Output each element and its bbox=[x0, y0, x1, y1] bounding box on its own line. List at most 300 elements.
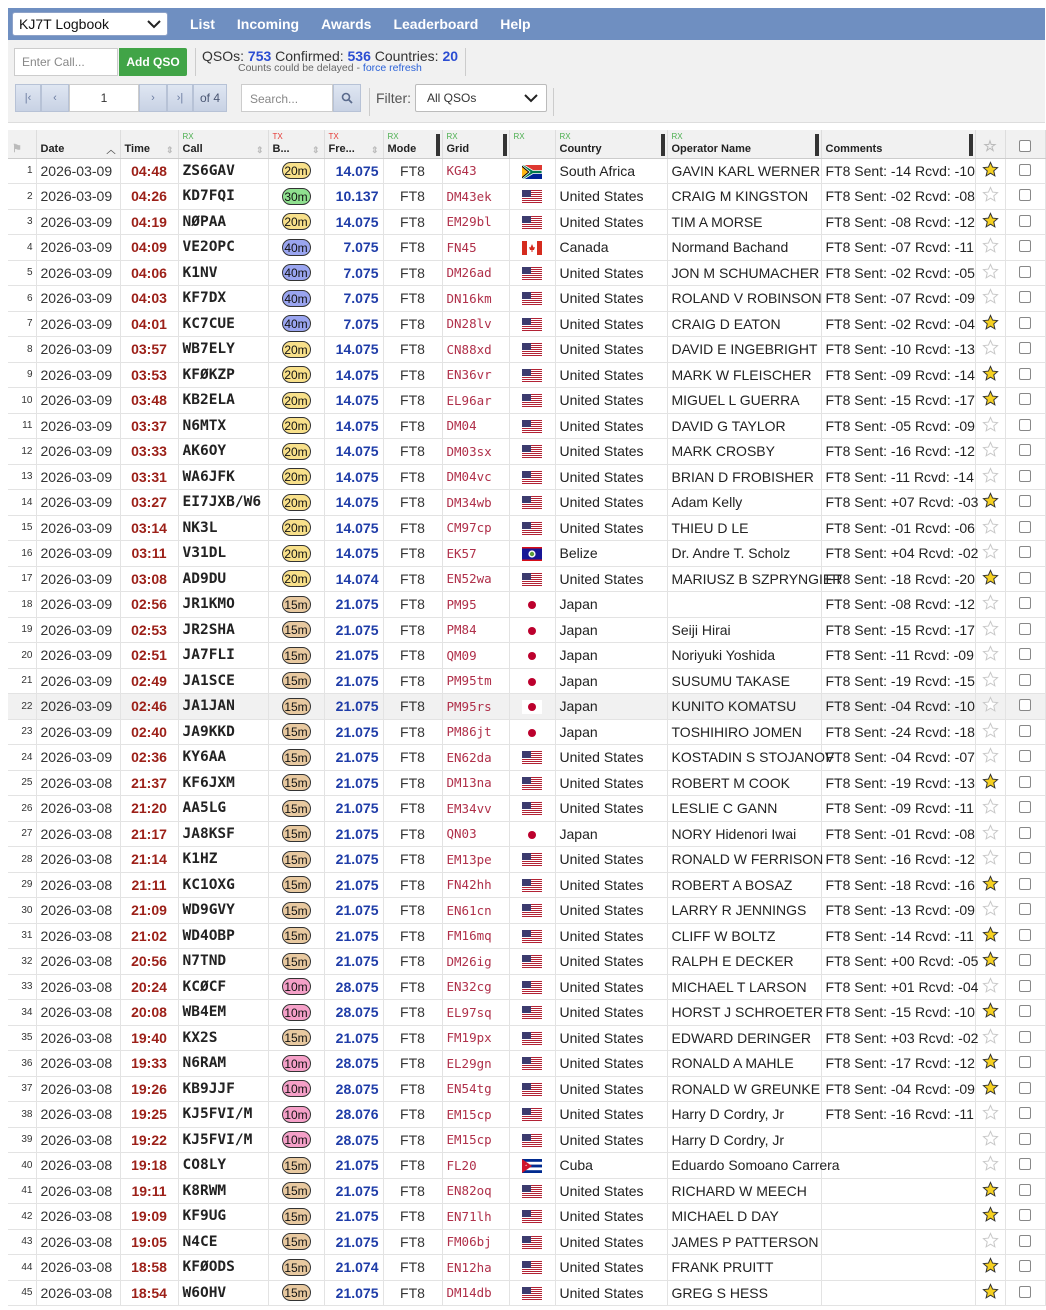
star-filled-icon[interactable] bbox=[982, 161, 999, 178]
star-empty-icon[interactable] bbox=[982, 1130, 999, 1147]
star-filled-icon[interactable] bbox=[982, 1206, 999, 1223]
callsign[interactable]: V31DL bbox=[178, 541, 268, 567]
band-badge: 15m bbox=[282, 1029, 311, 1046]
column-resize-handle[interactable] bbox=[503, 134, 507, 156]
callsign[interactable]: KJ5FVI/M bbox=[178, 1102, 268, 1128]
table-row[interactable] bbox=[8, 617, 1045, 643]
star-cell[interactable] bbox=[975, 1178, 1005, 1204]
table-row[interactable] bbox=[8, 643, 1045, 669]
select-cell bbox=[1005, 209, 1045, 235]
row-checkbox[interactable] bbox=[1019, 1082, 1031, 1094]
star-cell[interactable] bbox=[975, 1000, 1005, 1026]
table-row[interactable] bbox=[8, 1229, 1045, 1255]
star-filled-icon[interactable] bbox=[982, 1283, 999, 1300]
star-empty-icon[interactable] bbox=[982, 263, 999, 280]
star-cell[interactable] bbox=[975, 388, 1005, 414]
callsign[interactable]: N6MTX bbox=[178, 413, 268, 439]
col-date[interactable]: Date ︿ bbox=[36, 130, 120, 158]
star-empty-icon[interactable] bbox=[982, 186, 999, 203]
table-row[interactable] bbox=[8, 796, 1045, 822]
star-cell[interactable] bbox=[975, 260, 1005, 286]
star-filled-icon[interactable] bbox=[982, 1257, 999, 1274]
callsign[interactable]: KCØCF bbox=[178, 974, 268, 1000]
star-cell[interactable] bbox=[975, 668, 1005, 694]
callsign[interactable]: WB4EM bbox=[178, 1000, 268, 1026]
callsign[interactable]: JA1SCE bbox=[178, 668, 268, 694]
prev-page-button[interactable] bbox=[41, 84, 69, 112]
operator-name: DAVID E INGEBRIGHT bbox=[667, 337, 821, 363]
star-filled-icon[interactable] bbox=[982, 951, 999, 968]
table-row[interactable] bbox=[8, 872, 1045, 898]
star-empty-icon[interactable] bbox=[982, 977, 999, 994]
qso-time: 19:18 bbox=[120, 1153, 178, 1179]
row-checkbox[interactable] bbox=[1019, 495, 1031, 507]
callsign[interactable]: KF7DX bbox=[178, 286, 268, 312]
table-row[interactable] bbox=[8, 592, 1045, 618]
col-flag[interactable]: RX bbox=[509, 130, 555, 158]
row-checkbox[interactable] bbox=[1019, 750, 1031, 762]
star-cell[interactable] bbox=[975, 209, 1005, 235]
select-cell bbox=[1005, 1178, 1045, 1204]
table-row[interactable] bbox=[8, 413, 1045, 439]
star-cell[interactable] bbox=[975, 566, 1005, 592]
select-all-checkbox[interactable] bbox=[1019, 140, 1031, 152]
star-filled-icon[interactable] bbox=[982, 1079, 999, 1096]
star-cell[interactable] bbox=[975, 541, 1005, 567]
row-checkbox[interactable] bbox=[1019, 368, 1031, 380]
grid-square: FM16mq bbox=[442, 923, 509, 949]
flag-za-icon bbox=[522, 165, 542, 179]
confirmed-label: Confirmed: bbox=[275, 48, 344, 64]
comments: FT8 Sent: -02 Rcvd: -05 bbox=[821, 260, 975, 286]
row-checkbox[interactable] bbox=[1019, 546, 1031, 558]
filter-select[interactable] bbox=[415, 84, 547, 112]
column-resize-handle[interactable] bbox=[815, 134, 819, 156]
star-filled-icon[interactable] bbox=[982, 212, 999, 229]
callsign[interactable]: N6RAM bbox=[178, 1051, 268, 1077]
star-empty-icon[interactable] bbox=[982, 671, 999, 688]
row-checkbox[interactable] bbox=[1019, 1107, 1031, 1119]
col-star[interactable] bbox=[975, 130, 1005, 158]
callsign[interactable]: WB7ELY bbox=[178, 337, 268, 363]
page-input[interactable]: 1 bbox=[69, 84, 139, 112]
row-checkbox[interactable] bbox=[1019, 623, 1031, 635]
col-band[interactable]: TX B... ⇕ bbox=[268, 130, 324, 158]
callsign[interactable]: KFØODS bbox=[178, 1255, 268, 1281]
col-freq[interactable]: TX Fre... ⇕ bbox=[324, 130, 383, 158]
table-row[interactable] bbox=[8, 362, 1045, 388]
table-row[interactable] bbox=[8, 286, 1045, 312]
frequency: 21.075 bbox=[324, 1204, 383, 1230]
star-filled-icon[interactable] bbox=[982, 365, 999, 382]
callsign[interactable]: KC1OXG bbox=[178, 872, 268, 898]
star-empty-icon[interactable] bbox=[982, 798, 999, 815]
col-select[interactable] bbox=[1005, 130, 1045, 158]
star-cell[interactable] bbox=[975, 515, 1005, 541]
row-checkbox[interactable] bbox=[1019, 725, 1031, 737]
row-checkbox[interactable] bbox=[1019, 1286, 1031, 1298]
table-row[interactable] bbox=[8, 566, 1045, 592]
col-mode[interactable]: RX Mode bbox=[383, 130, 442, 158]
table-row[interactable] bbox=[8, 821, 1045, 847]
col-call[interactable]: RX Call ⇕ bbox=[178, 130, 268, 158]
row-checkbox[interactable] bbox=[1019, 674, 1031, 686]
row-checkbox[interactable] bbox=[1019, 444, 1031, 456]
qso-date: 2026-03-08 bbox=[36, 770, 120, 796]
star-empty-icon[interactable] bbox=[982, 1232, 999, 1249]
callsign[interactable]: VE2OPC bbox=[178, 235, 268, 261]
row-checkbox[interactable] bbox=[1019, 164, 1031, 176]
star-empty-icon[interactable] bbox=[982, 518, 999, 535]
row-checkbox[interactable] bbox=[1019, 291, 1031, 303]
nav-help[interactable]: Help bbox=[500, 16, 531, 32]
star-empty-icon[interactable] bbox=[982, 288, 999, 305]
callsign[interactable]: JA9KKD bbox=[178, 719, 268, 745]
row-checkbox[interactable] bbox=[1019, 1133, 1031, 1145]
row-checkbox[interactable] bbox=[1019, 240, 1031, 252]
table-row[interactable] bbox=[8, 694, 1045, 720]
star-cell[interactable] bbox=[975, 872, 1005, 898]
star-cell[interactable] bbox=[975, 745, 1005, 771]
star-cell[interactable] bbox=[975, 1255, 1005, 1281]
callsign[interactable]: K1NV bbox=[178, 260, 268, 286]
flag-cell bbox=[509, 821, 555, 847]
band-cell bbox=[268, 745, 324, 771]
table-row[interactable] bbox=[8, 209, 1045, 235]
row-number: 6 bbox=[8, 286, 36, 312]
col-time[interactable]: Time ⇕ bbox=[120, 130, 178, 158]
callsign[interactable]: W6OHV bbox=[178, 1280, 268, 1306]
row-number: 2 bbox=[8, 184, 36, 210]
table-row[interactable] bbox=[8, 464, 1045, 490]
row-checkbox[interactable] bbox=[1019, 342, 1031, 354]
callsign[interactable]: KY6AA bbox=[178, 745, 268, 771]
star-cell[interactable] bbox=[975, 1076, 1005, 1102]
callsign[interactable]: K8RWM bbox=[178, 1178, 268, 1204]
row-checkbox[interactable] bbox=[1019, 852, 1031, 864]
nav-leaderboard[interactable]: Leaderboard bbox=[393, 16, 479, 32]
table-row[interactable] bbox=[8, 923, 1045, 949]
table-row[interactable] bbox=[8, 260, 1045, 286]
row-checkbox[interactable] bbox=[1019, 419, 1031, 431]
star-cell[interactable] bbox=[975, 770, 1005, 796]
callsign[interactable]: KX2S bbox=[178, 1025, 268, 1051]
star-empty-icon[interactable] bbox=[982, 747, 999, 764]
row-checkbox[interactable] bbox=[1019, 878, 1031, 890]
search-button[interactable] bbox=[333, 84, 361, 112]
star-empty-icon[interactable] bbox=[982, 696, 999, 713]
table-row[interactable] bbox=[8, 847, 1045, 873]
row-checkbox[interactable] bbox=[1019, 903, 1031, 915]
callsign[interactable]: JA8KSF bbox=[178, 821, 268, 847]
star-cell[interactable] bbox=[975, 1051, 1005, 1077]
star-filled-icon[interactable] bbox=[982, 875, 999, 892]
flag-cell bbox=[509, 566, 555, 592]
star-cell[interactable] bbox=[975, 1229, 1005, 1255]
star-cell[interactable] bbox=[975, 413, 1005, 439]
callsign[interactable]: NK3L bbox=[178, 515, 268, 541]
star-empty-icon[interactable] bbox=[982, 900, 999, 917]
row-checkbox[interactable] bbox=[1019, 801, 1031, 813]
table-row[interactable] bbox=[8, 1051, 1045, 1077]
star-filled-icon[interactable] bbox=[982, 1181, 999, 1198]
star-filled-icon[interactable] bbox=[982, 314, 999, 331]
row-checkbox[interactable] bbox=[1019, 827, 1031, 839]
table-row[interactable] bbox=[8, 439, 1045, 465]
row-checkbox[interactable] bbox=[1019, 317, 1031, 329]
table-row[interactable] bbox=[8, 311, 1045, 337]
table-row[interactable] bbox=[8, 490, 1045, 516]
col-operator[interactable]: RX Operator Name bbox=[667, 130, 821, 158]
star-empty-icon[interactable] bbox=[982, 416, 999, 433]
row-checkbox[interactable] bbox=[1019, 954, 1031, 966]
star-empty-icon[interactable] bbox=[982, 441, 999, 458]
callsign[interactable]: KF6JXM bbox=[178, 770, 268, 796]
callsign[interactable]: KJ5FVI/M bbox=[178, 1127, 268, 1153]
callsign[interactable]: EI7JXB/W6 bbox=[178, 490, 268, 516]
star-filled-icon[interactable] bbox=[982, 926, 999, 943]
star-cell[interactable] bbox=[975, 719, 1005, 745]
callsign[interactable]: KF9UG bbox=[178, 1204, 268, 1230]
call-input[interactable]: Enter Call... bbox=[14, 48, 118, 76]
table-row[interactable] bbox=[8, 745, 1045, 771]
column-resize-handle[interactable] bbox=[969, 134, 973, 156]
row-checkbox[interactable] bbox=[1019, 597, 1031, 609]
star-cell[interactable] bbox=[975, 949, 1005, 975]
qso-time: 19:25 bbox=[120, 1102, 178, 1128]
star-cell[interactable] bbox=[975, 1280, 1005, 1306]
star-cell[interactable] bbox=[975, 337, 1005, 363]
callsign[interactable]: AK6OY bbox=[178, 439, 268, 465]
star-cell[interactable] bbox=[975, 184, 1005, 210]
star-cell[interactable] bbox=[975, 821, 1005, 847]
star-filled-icon[interactable] bbox=[982, 492, 999, 509]
star-empty-icon[interactable] bbox=[982, 1028, 999, 1045]
table-row[interactable] bbox=[8, 1000, 1045, 1026]
callsign[interactable]: N4CE bbox=[178, 1229, 268, 1255]
grid-square: FN42hh bbox=[442, 872, 509, 898]
row-checkbox[interactable] bbox=[1019, 1235, 1031, 1247]
table-row[interactable] bbox=[8, 1127, 1045, 1153]
star-empty-icon[interactable] bbox=[982, 645, 999, 662]
star-cell[interactable] bbox=[975, 1102, 1005, 1128]
star-filled-icon[interactable] bbox=[982, 773, 999, 790]
table-row[interactable] bbox=[8, 1178, 1045, 1204]
star-empty-icon[interactable] bbox=[982, 1155, 999, 1172]
star-empty-icon[interactable] bbox=[982, 237, 999, 254]
star-cell[interactable] bbox=[975, 923, 1005, 949]
callsign[interactable]: AD9DU bbox=[178, 566, 268, 592]
row-number: 23 bbox=[8, 719, 36, 745]
callsign[interactable]: NØPAA bbox=[178, 209, 268, 235]
star-cell[interactable] bbox=[975, 898, 1005, 924]
star-empty-icon[interactable] bbox=[982, 467, 999, 484]
row-checkbox[interactable] bbox=[1019, 699, 1031, 711]
comments bbox=[821, 1127, 975, 1153]
callsign[interactable]: WD4OBP bbox=[178, 923, 268, 949]
table-row[interactable] bbox=[8, 770, 1045, 796]
callsign[interactable]: KB2ELA bbox=[178, 388, 268, 414]
star-empty-icon[interactable] bbox=[982, 849, 999, 866]
row-checkbox[interactable] bbox=[1019, 1158, 1031, 1170]
star-filled-icon[interactable] bbox=[982, 390, 999, 407]
star-cell[interactable] bbox=[975, 847, 1005, 873]
band-badge: 20m bbox=[282, 392, 311, 409]
band-badge: 20m bbox=[282, 443, 311, 460]
row-checkbox[interactable] bbox=[1019, 215, 1031, 227]
callsign[interactable]: KD7FQI bbox=[178, 184, 268, 210]
nav-list[interactable]: List bbox=[190, 16, 215, 32]
star-cell[interactable] bbox=[975, 286, 1005, 312]
table-row[interactable] bbox=[8, 668, 1045, 694]
band-badge: 15m bbox=[282, 647, 311, 664]
callsign[interactable]: CO8LY bbox=[178, 1153, 268, 1179]
callsign[interactable]: KC7CUE bbox=[178, 311, 268, 337]
star-cell[interactable] bbox=[975, 235, 1005, 261]
delay-note: Counts could be delayed - bbox=[238, 62, 363, 74]
last-page-button[interactable] bbox=[167, 84, 193, 112]
star-filled-icon[interactable] bbox=[982, 569, 999, 586]
row-number: 45 bbox=[8, 1280, 36, 1306]
add-qso-button[interactable]: Add QSO bbox=[119, 48, 187, 76]
table-row[interactable] bbox=[8, 1255, 1045, 1281]
row-checkbox[interactable] bbox=[1019, 521, 1031, 533]
table-row[interactable] bbox=[8, 719, 1045, 745]
table-row[interactable] bbox=[8, 1102, 1045, 1128]
grid-square: EN71lh bbox=[442, 1204, 509, 1230]
star-filled-icon[interactable] bbox=[982, 1053, 999, 1070]
callsign[interactable]: JA1JAN bbox=[178, 694, 268, 720]
callsign[interactable]: K1HZ bbox=[178, 847, 268, 873]
star-cell[interactable] bbox=[975, 1204, 1005, 1230]
star-cell[interactable] bbox=[975, 1025, 1005, 1051]
row-checkbox[interactable] bbox=[1019, 1056, 1031, 1068]
table-row[interactable] bbox=[8, 1204, 1045, 1230]
table-row[interactable] bbox=[8, 1076, 1045, 1102]
star-cell[interactable] bbox=[975, 643, 1005, 669]
qso-stats bbox=[202, 48, 458, 74]
table-row[interactable] bbox=[8, 1153, 1045, 1179]
country: Cuba bbox=[555, 1153, 667, 1179]
row-checkbox[interactable] bbox=[1019, 776, 1031, 788]
nav-incoming[interactable]: Incoming bbox=[236, 16, 300, 32]
callsign[interactable]: JA7FLI bbox=[178, 643, 268, 669]
star-cell[interactable] bbox=[975, 592, 1005, 618]
callsign[interactable]: ZS6GAV bbox=[178, 158, 268, 184]
star-empty-icon[interactable] bbox=[982, 620, 999, 637]
star-empty-icon[interactable] bbox=[982, 543, 999, 560]
row-checkbox[interactable] bbox=[1019, 1260, 1031, 1272]
callsign[interactable]: KB9JJF bbox=[178, 1076, 268, 1102]
row-number: 3 bbox=[8, 209, 36, 235]
row-checkbox[interactable] bbox=[1019, 1184, 1031, 1196]
star-empty-icon[interactable] bbox=[982, 594, 999, 611]
star-cell[interactable] bbox=[975, 464, 1005, 490]
star-cell[interactable] bbox=[975, 362, 1005, 388]
table-row[interactable] bbox=[8, 515, 1045, 541]
column-resize-handle[interactable] bbox=[661, 134, 665, 156]
row-checkbox[interactable] bbox=[1019, 929, 1031, 941]
star-cell[interactable] bbox=[975, 311, 1005, 337]
mode: FT8 bbox=[383, 235, 442, 261]
star-empty-icon[interactable] bbox=[982, 722, 999, 739]
callsign[interactable]: JR1KMO bbox=[178, 592, 268, 618]
qso-date: 2026-03-09 bbox=[36, 464, 120, 490]
star-filled-icon[interactable] bbox=[982, 1002, 999, 1019]
table-row[interactable] bbox=[8, 1280, 1045, 1306]
callsign[interactable]: WA6JFK bbox=[178, 464, 268, 490]
col-rownum[interactable] bbox=[8, 130, 36, 158]
grid-square: PM86jt bbox=[442, 719, 509, 745]
star-cell[interactable] bbox=[975, 617, 1005, 643]
table-row[interactable] bbox=[8, 184, 1045, 210]
table-row[interactable] bbox=[8, 1025, 1045, 1051]
table-row[interactable] bbox=[8, 337, 1045, 363]
star-cell[interactable] bbox=[975, 439, 1005, 465]
table-row[interactable] bbox=[8, 158, 1045, 184]
star-cell[interactable] bbox=[975, 974, 1005, 1000]
table-row[interactable] bbox=[8, 974, 1045, 1000]
nav-awards[interactable]: Awards bbox=[321, 16, 372, 32]
star-empty-icon[interactable] bbox=[982, 339, 999, 356]
comments: FT8 Sent: -07 Rcvd: -09 bbox=[821, 286, 975, 312]
logbook-select[interactable] bbox=[12, 12, 168, 36]
search-input[interactable]: Search... bbox=[241, 84, 333, 112]
row-checkbox[interactable] bbox=[1019, 572, 1031, 584]
star-cell[interactable] bbox=[975, 158, 1005, 184]
table-row[interactable] bbox=[8, 898, 1045, 924]
callsign[interactable]: WD9GVY bbox=[178, 898, 268, 924]
first-page-button[interactable] bbox=[15, 84, 41, 112]
table-row[interactable] bbox=[8, 235, 1045, 261]
star-empty-icon[interactable] bbox=[982, 824, 999, 841]
operator-name: Harry D Cordry, Jr bbox=[667, 1102, 821, 1128]
star-cell[interactable] bbox=[975, 796, 1005, 822]
col-grid[interactable]: RX Grid bbox=[442, 130, 509, 158]
star-empty-icon[interactable] bbox=[982, 1104, 999, 1121]
row-checkbox[interactable] bbox=[1019, 1031, 1031, 1043]
callsign[interactable]: AA5LG bbox=[178, 796, 268, 822]
next-page-button[interactable] bbox=[139, 84, 167, 112]
star-cell[interactable] bbox=[975, 694, 1005, 720]
star-cell[interactable] bbox=[975, 1153, 1005, 1179]
force-refresh-link[interactable]: force refresh bbox=[362, 62, 422, 74]
country: United States bbox=[555, 209, 667, 235]
row-checkbox[interactable] bbox=[1019, 648, 1031, 660]
col-country[interactable]: RX Country bbox=[555, 130, 667, 158]
column-resize-handle[interactable] bbox=[436, 134, 440, 156]
row-checkbox[interactable] bbox=[1019, 1005, 1031, 1017]
row-checkbox[interactable] bbox=[1019, 189, 1031, 201]
table-row[interactable] bbox=[8, 388, 1045, 414]
col-comments[interactable]: Comments bbox=[821, 130, 975, 158]
table-row[interactable] bbox=[8, 541, 1045, 567]
star-cell[interactable] bbox=[975, 490, 1005, 516]
callsign[interactable]: KFØKZP bbox=[178, 362, 268, 388]
band-cell bbox=[268, 872, 324, 898]
qso-date: 2026-03-09 bbox=[36, 413, 120, 439]
row-checkbox[interactable] bbox=[1019, 393, 1031, 405]
qso-date: 2026-03-09 bbox=[36, 668, 120, 694]
table-row[interactable] bbox=[8, 949, 1045, 975]
star-cell[interactable] bbox=[975, 1127, 1005, 1153]
row-checkbox[interactable] bbox=[1019, 470, 1031, 482]
row-checkbox[interactable] bbox=[1019, 266, 1031, 278]
row-checkbox[interactable] bbox=[1019, 980, 1031, 992]
callsign[interactable]: JR2SHA bbox=[178, 617, 268, 643]
callsign[interactable]: N7TND bbox=[178, 949, 268, 975]
row-checkbox[interactable] bbox=[1019, 1209, 1031, 1221]
